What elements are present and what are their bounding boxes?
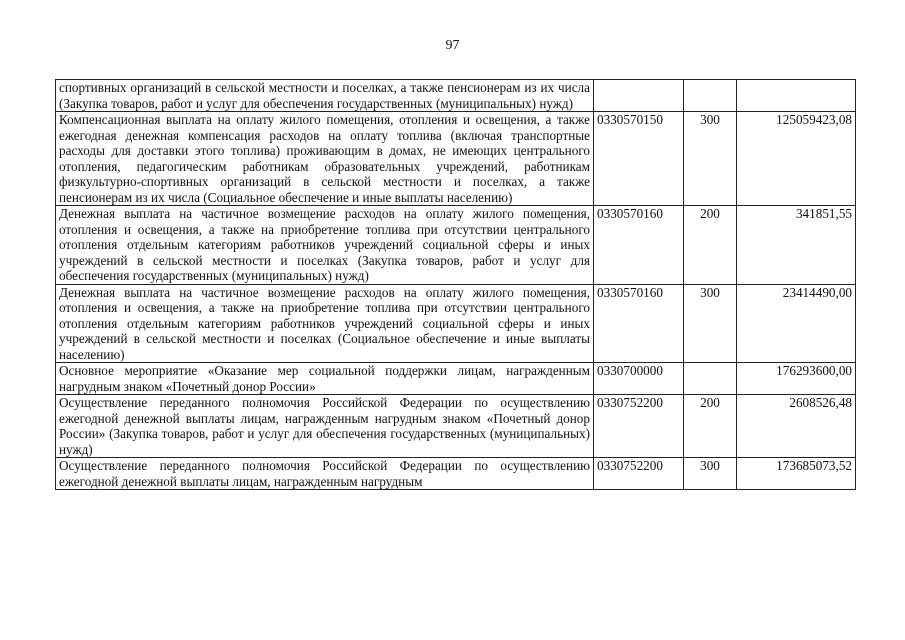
row-code: 0330752200 xyxy=(594,458,684,490)
table-row xyxy=(56,206,856,285)
row-amount: 173685073,52 xyxy=(737,458,856,490)
row-expense-type: 300 xyxy=(684,458,737,490)
table-row xyxy=(56,80,856,112)
row-expense-type xyxy=(684,80,737,112)
row-code: 0330570160 xyxy=(594,206,684,285)
table-row xyxy=(56,112,856,206)
row-description: Основное мероприятие «Оказание мер социальной поддержки лицам, награжденным нагрудным знаком «Почетный донор России» xyxy=(56,363,594,395)
row-code: 0330700000 xyxy=(594,363,684,395)
row-description: спортивных организаций в сельской местности и поселках, а также пенсионерам из их числа (Закупка товаров, работ и услуг для обеспечения государственных (муниципальных) нужд) xyxy=(56,80,594,112)
row-description: Осуществление переданного полномочия Российской Федерации по осуществлению ежегодной денежной выплаты лицам, награжденным нагрудным знаком «Почетный донор России» (Закупка товаров, работ и услуг для обеспечения государственных (муниципальных) нужд) xyxy=(56,395,594,458)
table-row xyxy=(56,284,856,363)
row-description: Денежная выплата на частичное возмещение расходов на оплату жилого помещения, отопления и освещения, а также на приобретение топлива при отсутствии центрального отопления отдельным категориям работников учреждений социальной сферы и иных учреждений в сельской местности и поселках (Социальное обеспечение и иные выплаты населению) xyxy=(56,284,594,363)
row-expense-type: 300 xyxy=(684,284,737,363)
table-row xyxy=(56,363,856,395)
row-description: Осуществление переданного полномочия Российской Федерации по осуществлению ежегодной денежной выплаты лицам, награжденным нагрудным xyxy=(56,458,594,490)
row-code: 0330570150 xyxy=(594,112,684,206)
row-description: Денежная выплата на частичное возмещение расходов на оплату жилого помещения, отопления и освещения, а также на приобретение топлива при отсутствии центрального отопления отдельным категориям работников учреждений социальной сферы и иных учреждений в сельской местности и поселках (Закупка товаров, работ и услуг для обеспечения государственных (муниципальных) нужд) xyxy=(56,206,594,285)
row-expense-type: 300 xyxy=(684,112,737,206)
row-expense-type: 200 xyxy=(684,206,737,285)
row-amount: 341851,55 xyxy=(737,206,856,285)
row-expense-type: 200 xyxy=(684,395,737,458)
row-amount: 176293600,00 xyxy=(737,363,856,395)
row-amount: 125059423,08 xyxy=(737,112,856,206)
row-code: 0330752200 xyxy=(594,395,684,458)
row-amount: 23414490,00 xyxy=(737,284,856,363)
row-amount: 2608526,48 xyxy=(737,395,856,458)
row-code xyxy=(594,80,684,112)
budget-table xyxy=(55,79,856,490)
table-row xyxy=(56,458,856,490)
row-expense-type xyxy=(684,363,737,395)
table-row xyxy=(56,395,856,458)
row-description: Компенсационная выплата на оплату жилого помещения, отопления и освещения, а также ежегодная денежная компенсация расходов на оплату топлива (включая транспортные расходы для доставки этого топлива) проживающим в домах, не имеющих центрального отопления, педагогическим работникам образовательных учреждений, работникам физкультурно-спортивных организаций в сельской местности и поселках, а также пенсионерам из их числа (Социальное обеспечение и иные выплаты населению) xyxy=(56,112,594,206)
row-code: 0330570160 xyxy=(594,284,684,363)
page-number: 97 xyxy=(445,38,460,53)
row-amount xyxy=(737,80,856,112)
